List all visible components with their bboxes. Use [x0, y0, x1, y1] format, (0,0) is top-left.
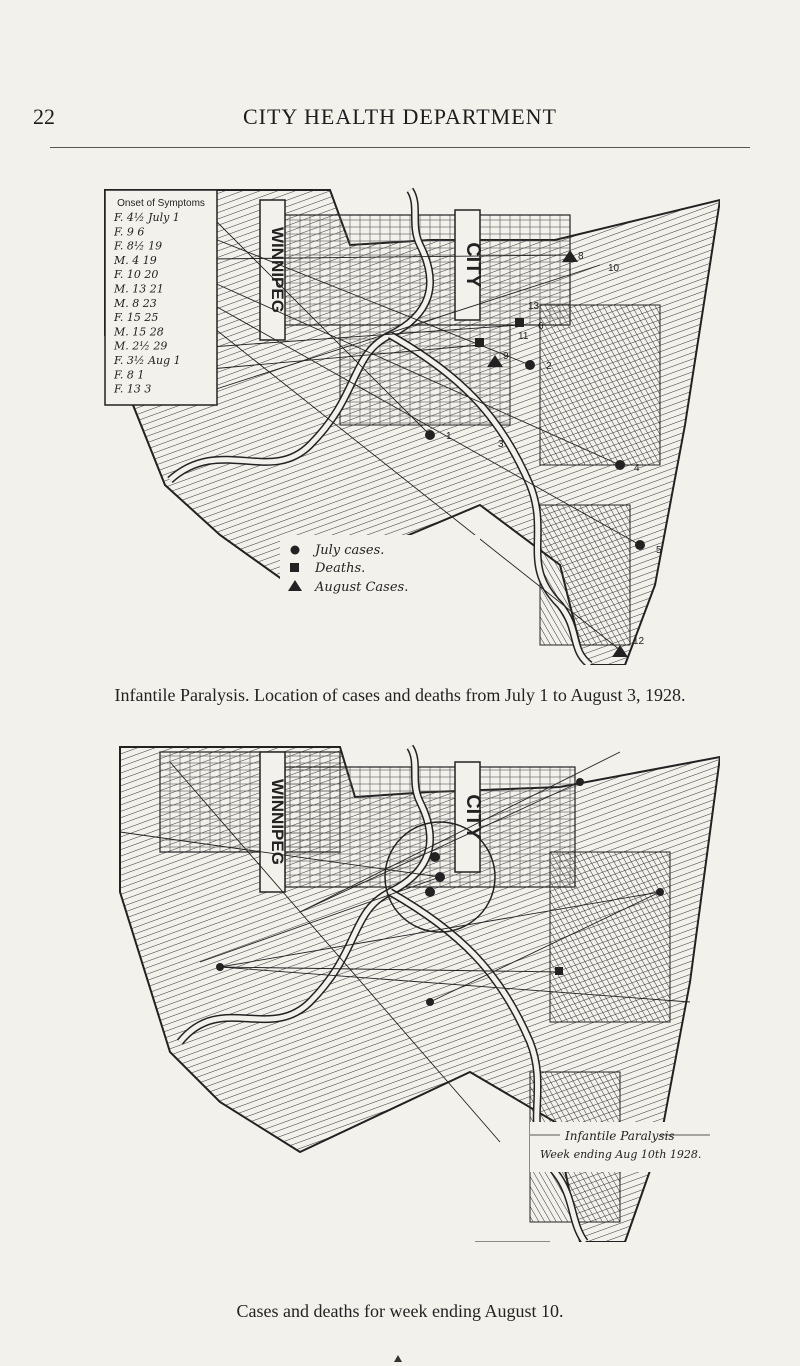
case-dot	[656, 888, 664, 896]
case-number-label: 10	[608, 263, 620, 274]
symptoms-row: F. 13 3	[114, 382, 152, 396]
case-number-label: 2	[546, 361, 552, 372]
case-dot	[615, 460, 625, 470]
figure-caption-1: Infantile Paralysis. Location of cases and deaths from July 1 to August 3, 1928.	[114, 685, 686, 705]
legend-deaths: Deaths.	[315, 561, 366, 576]
death-square	[515, 318, 524, 327]
case-number-label: 9	[503, 351, 509, 362]
city-blocks-east	[540, 305, 660, 465]
case-dot	[426, 998, 434, 1006]
note-line-2: Week ending Aug 10th 1928.	[540, 1148, 702, 1161]
symptoms-row: F. 15 25	[114, 311, 159, 325]
page-number: 22	[33, 104, 55, 129]
symptoms-row: M. 4 19	[114, 253, 157, 267]
symptoms-heading: Onset of Symptoms	[117, 198, 205, 209]
city-label: CITY	[462, 242, 484, 288]
city-label-2: CITY	[462, 794, 484, 840]
case-dot	[576, 778, 584, 786]
header-rule	[50, 147, 750, 148]
case-number-label: 5	[656, 545, 662, 556]
symptoms-row: F. 8 1	[114, 368, 145, 382]
symptoms-row: F. 8½ 19	[114, 239, 163, 253]
city-blocks-south	[540, 505, 630, 645]
legend-august: August Cases.	[315, 580, 409, 595]
case-dot	[635, 540, 645, 550]
symptoms-row: M. 13 21	[114, 282, 164, 296]
case-number-label: 11	[518, 331, 529, 342]
symptoms-row: F. 4½ July 1	[114, 211, 180, 224]
case-number-label: 12	[633, 636, 645, 647]
figure-caption-2: Cases and deaths for week ending August 10.	[236, 1301, 564, 1321]
map-july-cases	[100, 185, 720, 665]
case-number-label: 13	[528, 301, 540, 312]
note-line-1: Infantile Paralysis	[565, 1129, 675, 1143]
case-dot	[525, 360, 535, 370]
case-number-label: 4	[634, 463, 640, 474]
winnipeg-label: WINNIPEG	[268, 227, 287, 313]
case-number-label: 6	[538, 321, 544, 332]
death-square	[555, 967, 563, 975]
symptoms-row: F. 9 6	[114, 225, 145, 239]
legend-square-icon	[290, 563, 299, 572]
city-blocks-east-2	[550, 852, 670, 1022]
winnipeg-label-2: WINNIPEG	[268, 779, 287, 865]
symptoms-row: M. 2½ 29	[114, 339, 168, 353]
legend-dot-icon	[291, 546, 300, 555]
case-number-label: 3	[498, 439, 504, 450]
symptoms-row: M. 8 23	[114, 296, 157, 310]
symptoms-row: F. 3½ Aug 1	[114, 354, 181, 367]
symptoms-row: F. 10 20	[114, 268, 159, 282]
case-dot	[430, 852, 440, 862]
page-title: CITY HEALTH DEPARTMENT	[242, 104, 557, 129]
case-number-label: 7	[476, 338, 482, 349]
symptoms-row: M. 15 28	[114, 325, 164, 339]
case-dot	[425, 430, 435, 440]
printer-mark	[394, 1355, 402, 1362]
case-dot	[425, 887, 435, 897]
case-number-label: 8	[578, 251, 584, 262]
legend-july: July cases.	[315, 543, 385, 558]
case-number-label: 1	[446, 431, 452, 442]
case-dot	[216, 963, 224, 971]
map-week-august-10	[100, 742, 720, 1242]
